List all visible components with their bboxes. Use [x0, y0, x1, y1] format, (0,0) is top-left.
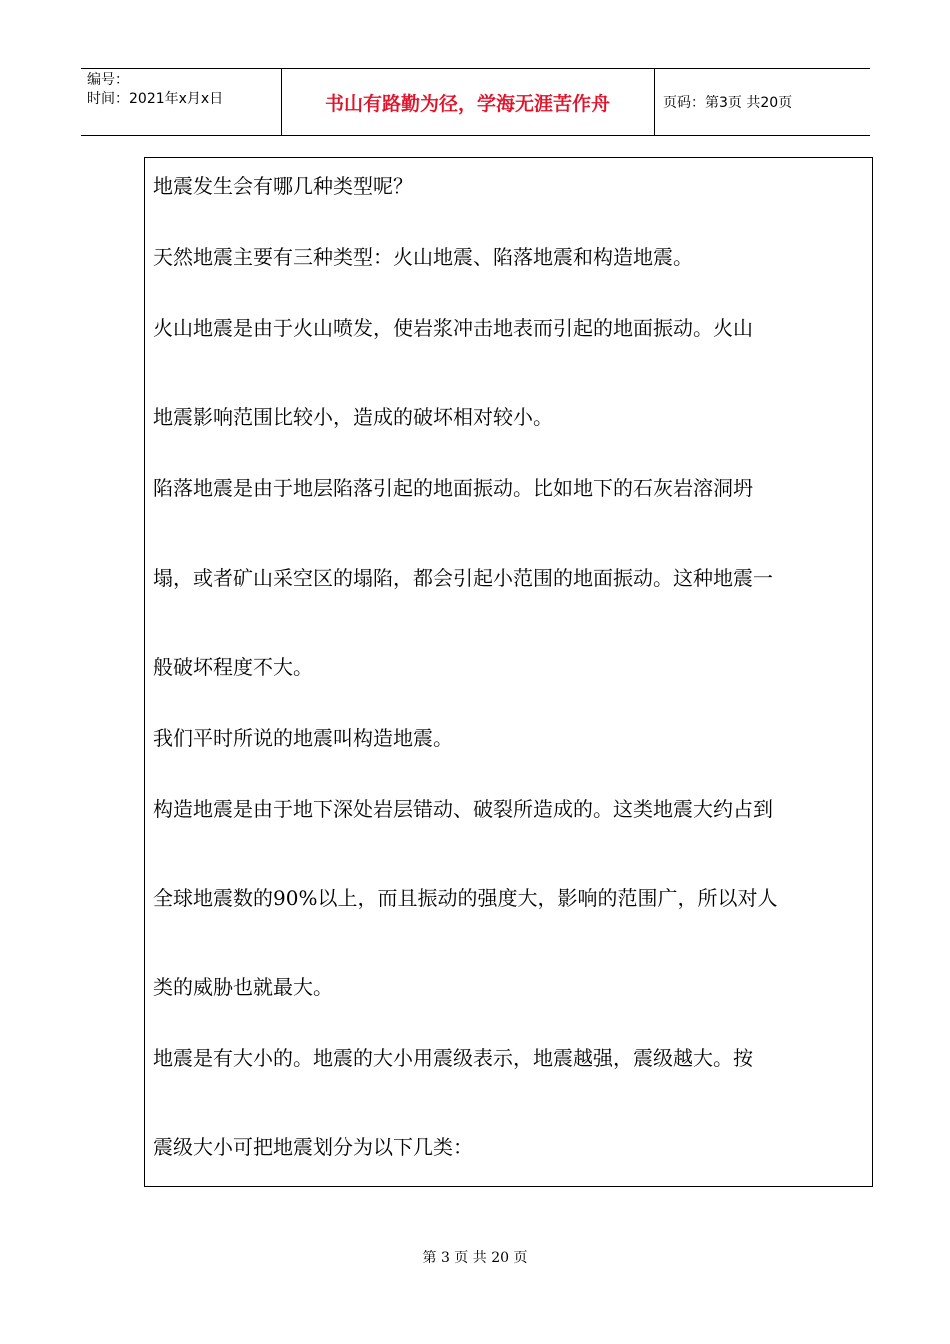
content-line: 天然地震主要有三种类型：火山地震、陷落地震和构造地震。 — [153, 245, 693, 269]
content-line: 地震发生会有哪几种类型呢？ — [153, 174, 413, 198]
content-line: 震级大小可把地震划分为以下几类： — [153, 1135, 473, 1159]
content-line: 塌，或者矿山采空区的塌陷，都会引起小范围的地面振动。这种地震一 — [153, 566, 773, 590]
content-line: 陷落地震是由于地层陷落引起的地面振动。比如地下的石灰岩溶洞坍 — [153, 476, 753, 500]
document-date: 时间：2021年x月x日 — [87, 91, 224, 107]
content-line: 火山地震是由于火山喷发，使岩浆冲击地表而引起的地面振动。火山 — [153, 316, 753, 340]
content-line: 全球地震数的90%以上，而且振动的强度大，影响的范围广，所以对人 — [153, 886, 778, 910]
content-line: 构造地震是由于地下深处岩层错动、破裂所造成的。这类地震大约占到 — [153, 797, 773, 821]
content-box — [144, 157, 873, 1187]
header-meta — [87, 71, 281, 109]
content-line: 地震影响范围比较小，造成的破坏相对较小。 — [153, 405, 553, 429]
header-divider — [654, 69, 655, 135]
header-page-info: 页码：第3页 共20页 — [663, 95, 793, 111]
document-number-label: 编号： — [87, 72, 129, 88]
content-line: 我们平时所说的地震叫构造地震。 — [153, 726, 453, 750]
content-line: 地震是有大小的。地震的大小用震级表示，地震越强，震级越大。按 — [153, 1046, 753, 1070]
page-footer: 第 3 页 共 20 页 — [422, 1250, 528, 1266]
content-line: 般破坏程度不大。 — [153, 655, 313, 679]
header-motto: 书山有路勤为径，学海无涯苦作舟 — [324, 92, 610, 115]
content-line: 类的威胁也就最大。 — [153, 975, 333, 999]
header-table — [81, 68, 870, 136]
